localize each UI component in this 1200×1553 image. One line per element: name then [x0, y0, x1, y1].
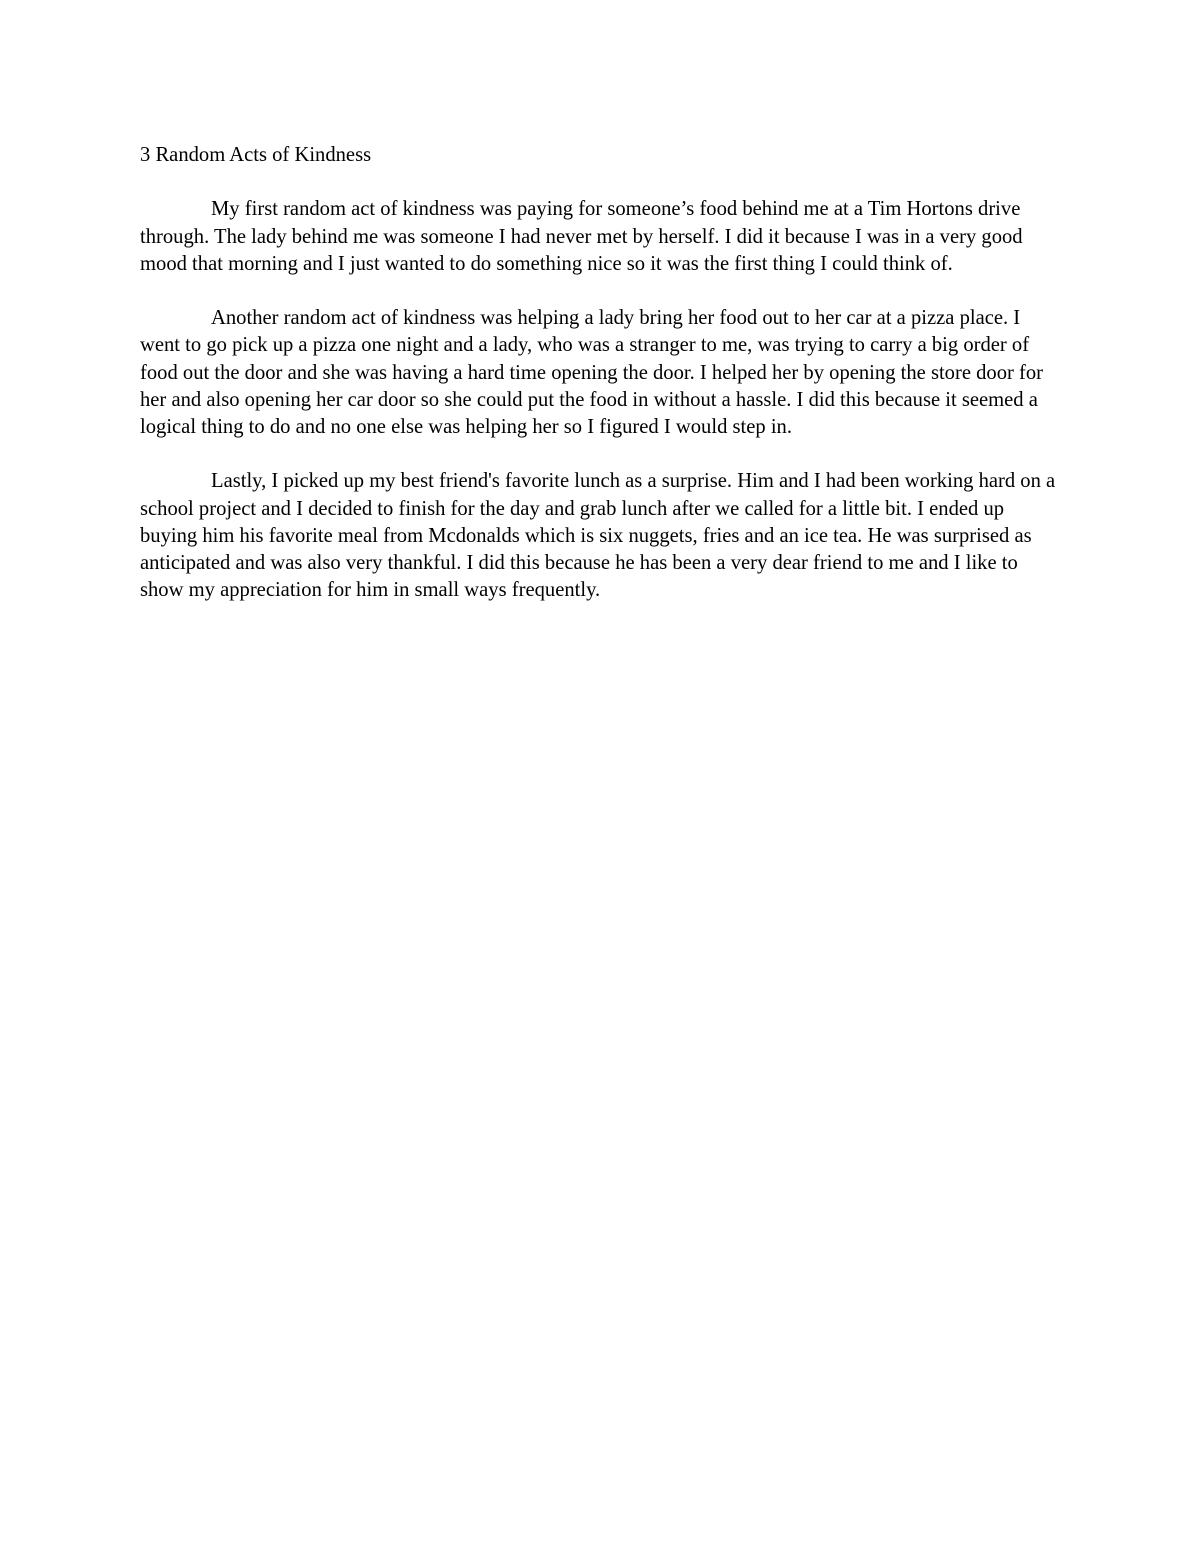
paragraph-1: My first random act of kindness was paying for someone’s food behind me at a Tim Hortons drive through. The lady behind me was someone I had never met by herself. I did it because I was in a very good mood that morning and I just wanted to do something nice so it was the first thing I could think of.: [140, 198, 1023, 275]
document-title: 3 Random Acts of Kindness: [140, 144, 372, 166]
paragraph-3: Lastly, I picked up my best friend's favorite lunch as a surprise. Him and I had been working hard on a school project and I decided to finish for the day and grab lunch after we called for a little bit. I ended up buying him his favorite meal from Mcdonalds which is six nuggets, fries and an ice tea. He was surprised as anticipated and was also very thankful. I did this because he has been a very dear friend to me and I like to show my appreciation for him in small ways frequently.: [140, 470, 1056, 602]
document-body: [140, 142, 1060, 632]
paragraph-2: Another random act of kindness was helping a lady bring her food out to her car at a pizza place. I went to go pick up a pizza one night and a lady, who was a stranger to me, was trying to carry a big order of food out the door and she was having a hard time opening the door. I helped her by opening the store door for her and also opening her car door so she could put the food in without a hassle. I did this because it seemed a logical thing to do and no one else was helping her so I figured I would step in.: [140, 307, 1044, 438]
